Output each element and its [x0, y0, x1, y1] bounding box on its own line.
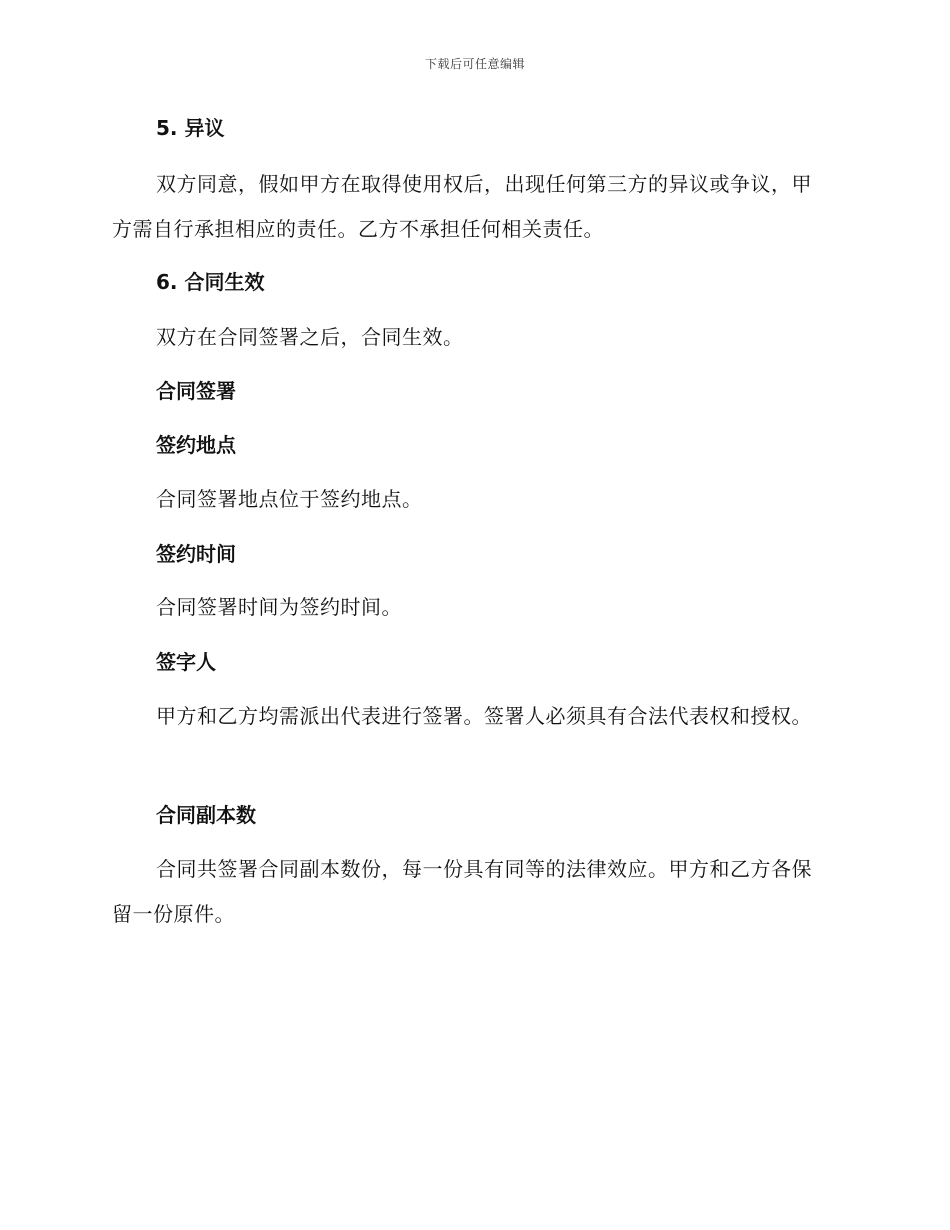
page-header: 下载后可任意编辑 [424, 57, 525, 71]
section-heading-signing: 合同签署 [156, 379, 236, 403]
section-heading-effectiveness: 6. 合同生效 [156, 270, 265, 294]
section-body-copies: 合同共签署合同副本数份，每一份具有同等的法律效应。甲方和乙方各保留一份原件。 [112, 857, 812, 926]
section-heading-objection: 5. 异议 [156, 116, 225, 140]
section-body-effectiveness: 双方在合同签署之后，合同生效。 [156, 325, 464, 349]
section-heading-signing-time: 签约时间 [156, 542, 236, 566]
section-heading-signatory: 签字人 [156, 650, 216, 674]
section-body-signatory: 甲方和乙方均需派出代表进行签署。签署人必须具有合法代表权和授权。 [156, 704, 812, 728]
section-body-signing-time: 合同签署时间为签约时间。 [156, 595, 402, 619]
section-heading-copies: 合同副本数 [156, 803, 256, 827]
section-body-objection: 双方同意，假如甲方在取得使用权后，出现任何第三方的异议或争议，甲方需自行承担相应的责任。乙方不承担任何相关责任。 [112, 172, 812, 241]
section-heading-signing-place: 签约地点 [156, 433, 236, 457]
section-body-signing-place: 合同签署地点位于签约地点。 [156, 487, 423, 511]
